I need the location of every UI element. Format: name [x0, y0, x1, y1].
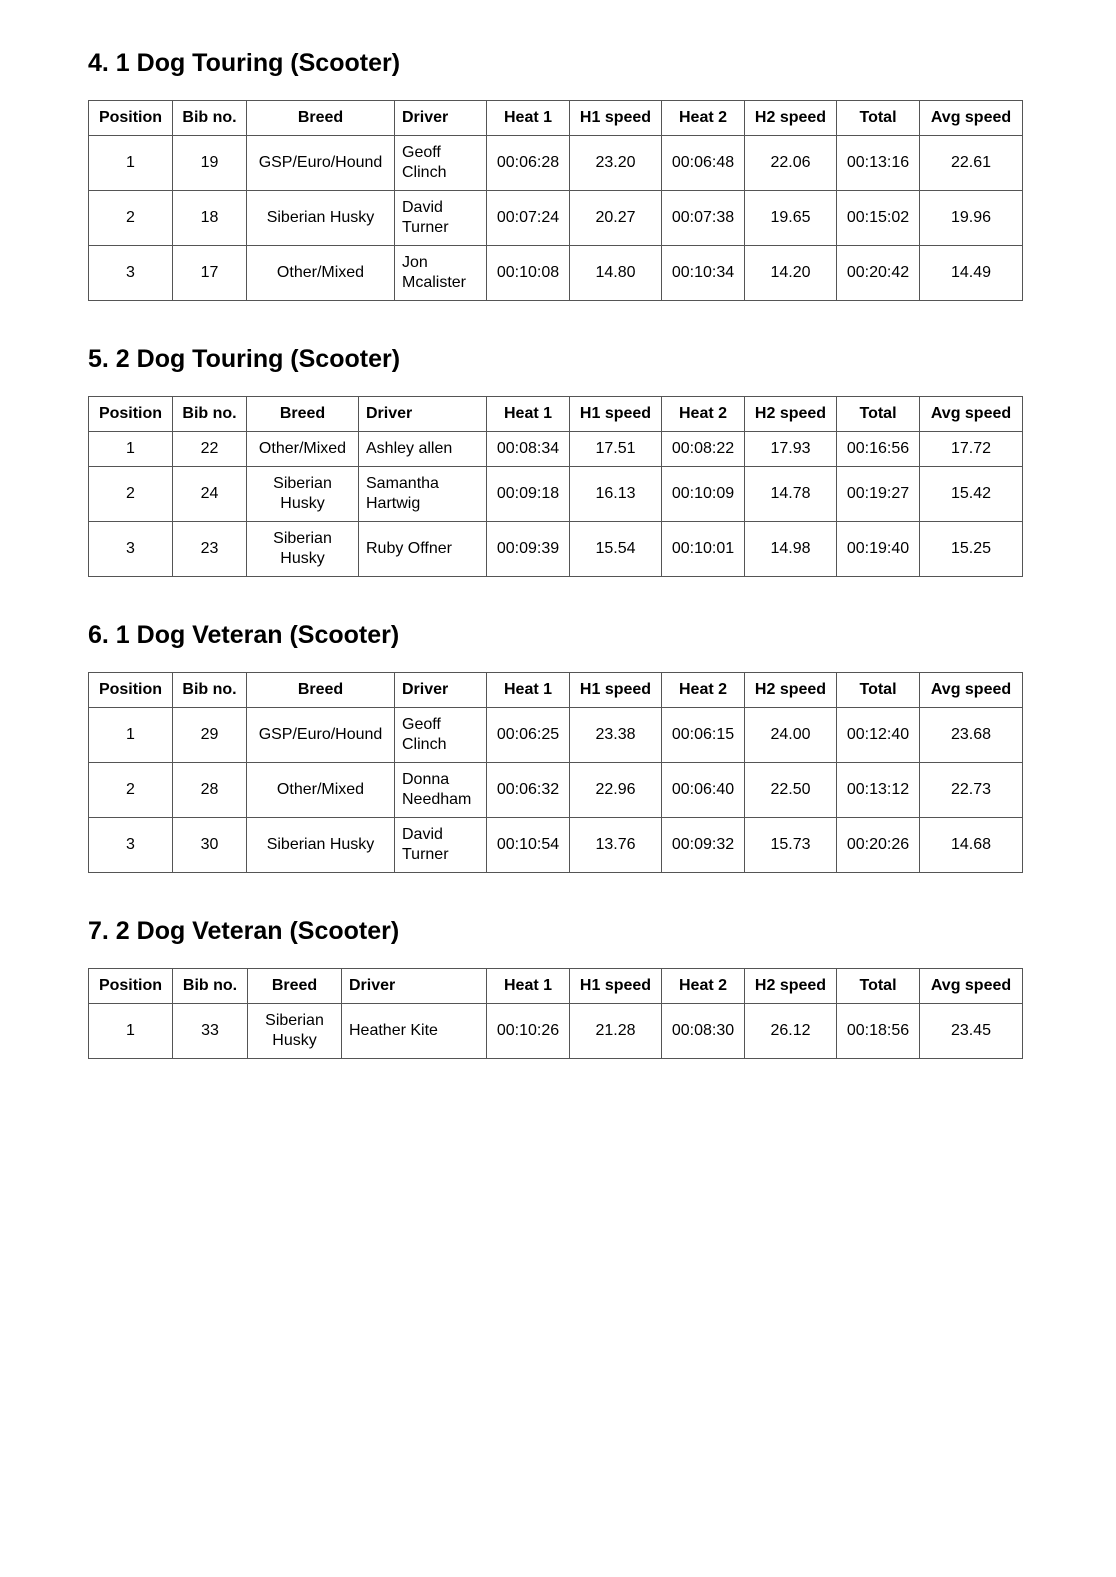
cell-avg: 23.68 [920, 708, 1023, 763]
table-row [89, 522, 1023, 577]
cell-h1speed: 16.13 [570, 467, 662, 522]
cell-bib: 23 [173, 522, 247, 577]
cell-bib: 22 [173, 432, 247, 467]
cell-position: 1 [89, 136, 173, 191]
cell-avg: 19.96 [920, 191, 1023, 246]
header-avg: Avg speed [920, 397, 1023, 432]
cell-bib: 24 [173, 467, 247, 522]
cell-bib: 28 [173, 763, 247, 818]
cell-heat1: 00:06:28 [487, 136, 570, 191]
cell-bib: 30 [173, 818, 247, 873]
cell-h1speed: 23.38 [570, 708, 662, 763]
cell-driver: Ruby Offner [359, 522, 487, 577]
section-title: 5. 2 Dog Touring (Scooter) [88, 345, 401, 373]
cell-h2speed: 26.12 [745, 1004, 837, 1059]
header-driver: Driver [395, 673, 487, 708]
cell-h1speed: 20.27 [570, 191, 662, 246]
header-position: Position [89, 397, 173, 432]
cell-h1speed: 13.76 [570, 818, 662, 873]
cell-h1speed: 23.20 [570, 136, 662, 191]
cell-position: 2 [89, 191, 173, 246]
cell-heat1: 00:09:39 [487, 522, 570, 577]
results-table [88, 396, 1023, 577]
table-row [89, 1004, 1023, 1059]
cell-driver: Donna Needham [395, 763, 487, 818]
cell-heat1: 00:07:24 [487, 191, 570, 246]
cell-heat2: 00:08:22 [662, 432, 745, 467]
header-total: Total [837, 397, 920, 432]
cell-h2speed: 15.73 [745, 818, 837, 873]
header-heat2: Heat 2 [662, 101, 745, 136]
cell-breed: Siberian Husky [247, 467, 359, 522]
section-title: 6. 1 Dog Veteran (Scooter) [88, 621, 400, 649]
table-header-row [89, 969, 1023, 1004]
cell-h2speed: 14.98 [745, 522, 837, 577]
header-total: Total [837, 673, 920, 708]
cell-avg: 22.73 [920, 763, 1023, 818]
header-bib: Bib no. [173, 397, 247, 432]
cell-avg: 14.49 [920, 246, 1023, 301]
header-bib: Bib no. [173, 101, 247, 136]
cell-bib: 19 [173, 136, 247, 191]
cell-driver: Geoff Clinch [395, 708, 487, 763]
cell-breed: Siberian Husky [247, 191, 395, 246]
table-row [89, 818, 1023, 873]
cell-avg: 15.25 [920, 522, 1023, 577]
cell-heat2: 00:08:30 [662, 1004, 745, 1059]
header-avg: Avg speed [920, 673, 1023, 708]
table-row [89, 432, 1023, 467]
cell-heat1: 00:10:08 [487, 246, 570, 301]
cell-h1speed: 21.28 [570, 1004, 662, 1059]
cell-heat1: 00:10:54 [487, 818, 570, 873]
cell-total: 00:19:27 [837, 467, 920, 522]
header-heat2: Heat 2 [662, 969, 745, 1004]
cell-avg: 23.45 [920, 1004, 1023, 1059]
cell-total: 00:12:40 [837, 708, 920, 763]
header-driver: Driver [342, 969, 487, 1004]
cell-bib: 29 [173, 708, 247, 763]
header-total: Total [837, 969, 920, 1004]
header-h2speed: H2 speed [745, 969, 837, 1004]
cell-h1speed: 17.51 [570, 432, 662, 467]
header-heat1: Heat 1 [487, 969, 570, 1004]
header-heat1: Heat 1 [487, 101, 570, 136]
cell-h2speed: 19.65 [745, 191, 837, 246]
header-h1speed: H1 speed [570, 673, 662, 708]
cell-position: 2 [89, 467, 173, 522]
header-h1speed: H1 speed [570, 397, 662, 432]
cell-total: 00:20:26 [837, 818, 920, 873]
cell-driver: David Turner [395, 818, 487, 873]
cell-heat2: 00:06:15 [662, 708, 745, 763]
header-h2speed: H2 speed [745, 397, 837, 432]
header-position: Position [89, 673, 173, 708]
header-h2speed: H2 speed [745, 673, 837, 708]
cell-position: 3 [89, 246, 173, 301]
cell-driver: Ashley allen [359, 432, 487, 467]
cell-driver: Samantha Hartwig [359, 467, 487, 522]
cell-driver: Geoff Clinch [395, 136, 487, 191]
header-bib: Bib no. [173, 969, 248, 1004]
cell-heat1: 00:09:18 [487, 467, 570, 522]
cell-h2speed: 22.06 [745, 136, 837, 191]
cell-h2speed: 14.78 [745, 467, 837, 522]
header-heat2: Heat 2 [662, 673, 745, 708]
cell-h1speed: 14.80 [570, 246, 662, 301]
cell-position: 1 [89, 432, 173, 467]
header-breed: Breed [247, 101, 395, 136]
cell-total: 00:15:02 [837, 191, 920, 246]
cell-heat1: 00:10:26 [487, 1004, 570, 1059]
cell-avg: 15.42 [920, 467, 1023, 522]
table-row [89, 467, 1023, 522]
cell-total: 00:18:56 [837, 1004, 920, 1059]
results-table [88, 100, 1023, 301]
cell-heat2: 00:10:01 [662, 522, 745, 577]
cell-heat2: 00:10:34 [662, 246, 745, 301]
cell-breed: Other/Mixed [247, 763, 395, 818]
header-position: Position [89, 969, 173, 1004]
cell-h2speed: 24.00 [745, 708, 837, 763]
cell-heat1: 00:08:34 [487, 432, 570, 467]
cell-heat2: 00:07:38 [662, 191, 745, 246]
cell-total: 00:16:56 [837, 432, 920, 467]
cell-total: 00:20:42 [837, 246, 920, 301]
cell-total: 00:13:12 [837, 763, 920, 818]
cell-breed: Other/Mixed [247, 432, 359, 467]
header-heat2: Heat 2 [662, 397, 745, 432]
table-row [89, 191, 1023, 246]
cell-total: 00:13:16 [837, 136, 920, 191]
cell-position: 2 [89, 763, 173, 818]
cell-position: 3 [89, 522, 173, 577]
cell-heat2: 00:06:40 [662, 763, 745, 818]
cell-breed: GSP/Euro/Hound [247, 708, 395, 763]
section-title: 4. 1 Dog Touring (Scooter) [88, 49, 401, 77]
table-row [89, 136, 1023, 191]
header-driver: Driver [359, 397, 487, 432]
header-h1speed: H1 speed [570, 101, 662, 136]
cell-h1speed: 22.96 [570, 763, 662, 818]
cell-driver: Heather Kite [342, 1004, 487, 1059]
cell-h2speed: 14.20 [745, 246, 837, 301]
cell-heat1: 00:06:25 [487, 708, 570, 763]
cell-avg: 17.72 [920, 432, 1023, 467]
header-h1speed: H1 speed [570, 969, 662, 1004]
cell-driver: David Turner [395, 191, 487, 246]
cell-h2speed: 22.50 [745, 763, 837, 818]
table-header-row [89, 101, 1023, 136]
table-row [89, 763, 1023, 818]
header-h2speed: H2 speed [745, 101, 837, 136]
table-header-row [89, 673, 1023, 708]
results-table [88, 672, 1023, 873]
header-total: Total [837, 101, 920, 136]
cell-heat1: 00:06:32 [487, 763, 570, 818]
cell-bib: 17 [173, 246, 247, 301]
cell-breed: Siberian Husky [248, 1004, 342, 1059]
header-position: Position [89, 101, 173, 136]
cell-bib: 18 [173, 191, 247, 246]
cell-breed: Siberian Husky [247, 818, 395, 873]
header-driver: Driver [395, 101, 487, 136]
cell-h1speed: 15.54 [570, 522, 662, 577]
cell-breed: Other/Mixed [247, 246, 395, 301]
table-header-row [89, 397, 1023, 432]
cell-avg: 14.68 [920, 818, 1023, 873]
cell-breed: Siberian Husky [247, 522, 359, 577]
header-avg: Avg speed [920, 969, 1023, 1004]
header-heat1: Heat 1 [487, 673, 570, 708]
header-heat1: Heat 1 [487, 397, 570, 432]
cell-heat2: 00:09:32 [662, 818, 745, 873]
cell-heat2: 00:10:09 [662, 467, 745, 522]
header-bib: Bib no. [173, 673, 247, 708]
header-breed: Breed [248, 969, 342, 1004]
cell-heat2: 00:06:48 [662, 136, 745, 191]
header-breed: Breed [247, 397, 359, 432]
section-title: 7. 2 Dog Veteran (Scooter) [88, 917, 400, 945]
cell-avg: 22.61 [920, 136, 1023, 191]
cell-total: 00:19:40 [837, 522, 920, 577]
table-row [89, 708, 1023, 763]
results-table [88, 968, 1023, 1059]
table-row [89, 246, 1023, 301]
cell-position: 1 [89, 1004, 173, 1059]
cell-driver: Jon Mcalister [395, 246, 487, 301]
header-avg: Avg speed [920, 101, 1023, 136]
cell-position: 1 [89, 708, 173, 763]
cell-position: 3 [89, 818, 173, 873]
cell-h2speed: 17.93 [745, 432, 837, 467]
header-breed: Breed [247, 673, 395, 708]
cell-bib: 33 [173, 1004, 248, 1059]
cell-breed: GSP/Euro/Hound [247, 136, 395, 191]
